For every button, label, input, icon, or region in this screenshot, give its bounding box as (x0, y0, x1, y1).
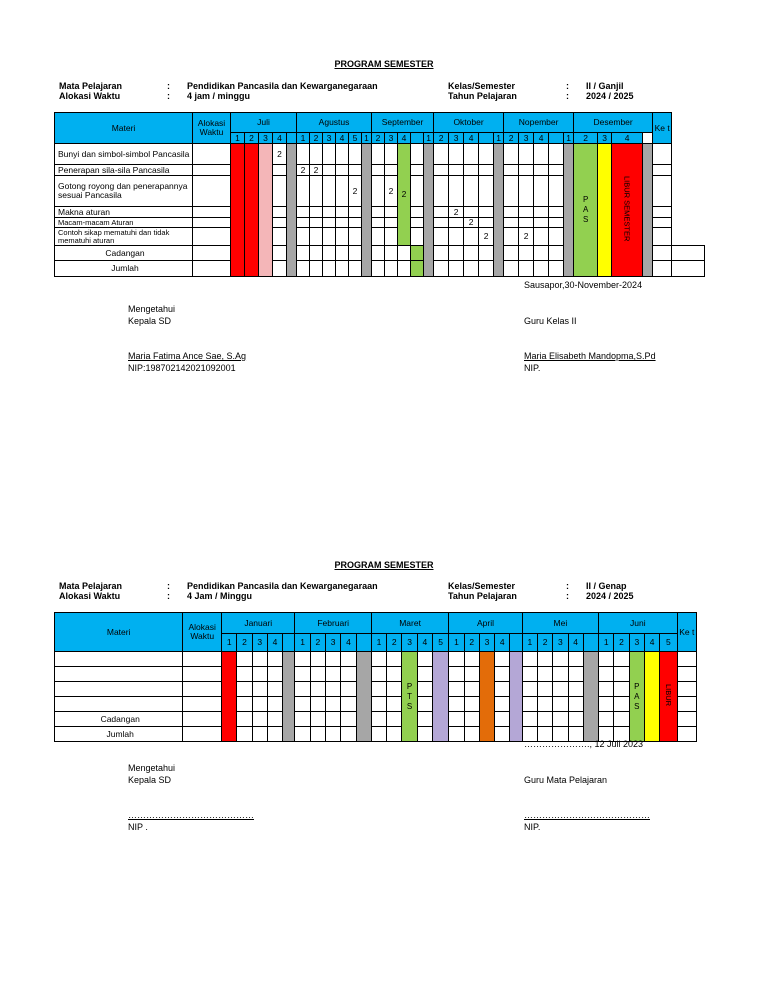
week-number: 2 (372, 133, 385, 144)
week-number: 1 (564, 133, 574, 144)
materi-cell: Contoh sikap mematuhi dan tidak mematuhi aturan (55, 228, 193, 246)
value-cell: 2 (479, 228, 494, 246)
colon: : (566, 81, 569, 91)
pas-letter: A (582, 205, 589, 214)
header-materi: Materi (55, 613, 183, 652)
value-alokasi-waktu: 4 Jam / Minggu (187, 591, 253, 601)
week-blank (510, 634, 522, 652)
week-number: 5 (433, 634, 449, 652)
colon: : (566, 591, 569, 601)
materi-cell: Penerapan sila-sila Pancasila (55, 165, 193, 176)
value-mata-pelajaran: Pendidikan Pancasila dan Kewarganegaraan (187, 581, 378, 591)
cadangan-cell: Cadangan (55, 712, 183, 727)
info-colons-left (167, 581, 170, 601)
value-cell: 2 (297, 165, 310, 176)
materi-cell (55, 652, 183, 667)
header-ket: Ke t (677, 613, 696, 652)
info-labels-right (448, 81, 517, 101)
week-number: 3 (449, 133, 464, 144)
month-agustus: Agustus (297, 113, 372, 133)
pas-letter: P (582, 195, 589, 204)
label-mata-pelajaran: Mata Pelajaran (59, 81, 123, 91)
month-desember: Desember (574, 113, 653, 133)
week-number: 1 (371, 634, 386, 652)
week-number: 4 (341, 634, 356, 652)
month-maret: Maret (371, 613, 448, 634)
jumlah-cell: Jumlah (55, 727, 183, 742)
label-kelas-semester: Kelas/Semester (448, 81, 516, 91)
week-number: 3 (402, 634, 417, 652)
week-number: 2 (245, 133, 259, 144)
week-number: 1 (231, 133, 245, 144)
header-materi: Materi (55, 113, 193, 144)
guru-nip: NIP. (524, 363, 541, 373)
week-number: 4 (336, 133, 349, 144)
kepala-nip: NIP:198702142021092001 (128, 363, 236, 373)
guru-label: Guru Kelas II (524, 316, 577, 326)
week-number: 1 (449, 634, 464, 652)
signature-date: …………………., 12 Juli 2023 (524, 739, 644, 749)
info-colons-right (566, 581, 569, 601)
week-blank (583, 634, 598, 652)
value-mata-pelajaran: Pendidikan Pancasila dan Kewarganegaraan (187, 81, 378, 91)
week-number: 2 (310, 133, 323, 144)
week-number: 2 (537, 634, 552, 652)
pts-letter: T (407, 691, 413, 701)
pas-letter: A (634, 691, 640, 701)
colon: : (167, 591, 170, 601)
signature-date: Sausapor,30-November-2024 (524, 280, 643, 290)
label-mata-pelajaran: Mata Pelajaran (59, 581, 123, 591)
kepala-sd-label: Kepala SD (128, 775, 172, 785)
week-number: 1 (362, 133, 372, 144)
value-cell: 2 (385, 176, 398, 207)
materi-cell (55, 697, 183, 712)
week-number: 3 (479, 634, 494, 652)
materi-cell: Gotong royong dan penerapannya sesuai Pancasila (55, 176, 193, 207)
value-cell: 2 (310, 165, 323, 176)
week-number: 1 (522, 634, 537, 652)
week-number: 3 (252, 634, 267, 652)
month-september: September (372, 113, 434, 133)
week-number: 2 (310, 634, 325, 652)
week-number: 4 (612, 133, 643, 144)
week-blank (287, 133, 297, 144)
info-values-left (187, 581, 378, 601)
value-kelas-semester: II / Ganjil (586, 81, 624, 91)
value-tahun-pelajaran: 2024 / 2025 (586, 591, 634, 601)
month-mei: Mei (522, 613, 598, 634)
week-blank (283, 634, 295, 652)
week-number: 3 (326, 634, 341, 652)
mengetahui-label: Mengetahui (128, 304, 176, 314)
week-number: 4 (495, 634, 510, 652)
mengetahui-label: Mengetahui (128, 763, 176, 773)
header-alokasi-waktu: Alokasi Waktu (193, 113, 231, 144)
week-blank (356, 634, 371, 652)
info-labels-right (448, 581, 517, 601)
info-values-right (586, 581, 634, 601)
label-kelas-semester: Kelas/Semester (448, 581, 516, 591)
info-labels-left (59, 581, 122, 601)
week-number: 2 (574, 133, 598, 144)
pas-letter: S (582, 215, 589, 224)
materi-cell: Bunyi dan simbol-simbol Pancasila (55, 144, 193, 165)
week-number: 1 (494, 133, 504, 144)
pas-letter: P (634, 681, 640, 691)
info-colons-right (566, 81, 569, 101)
month-juni: Juni (599, 613, 677, 634)
value-cell: 2 (349, 176, 362, 207)
week-number: 1 (297, 133, 310, 144)
week-number: 3 (553, 634, 568, 652)
month-nopember: Nopember (504, 113, 574, 133)
info-labels-left (59, 81, 122, 101)
libur-cell (660, 652, 677, 742)
week-number: 3 (259, 133, 273, 144)
header-ket: Ke t (653, 113, 672, 144)
week-blank (411, 133, 424, 144)
colon: : (566, 581, 569, 591)
month-juli: Juli (231, 113, 297, 133)
pas-letter: S (634, 701, 640, 711)
kepala-sd-label: Kepala SD (128, 316, 172, 326)
week-number: 5 (660, 634, 677, 652)
value-cell: 2 (273, 144, 287, 165)
libur-label: LIBUR (663, 684, 673, 707)
info-values-left (187, 81, 378, 101)
month-januari: Januari (222, 613, 295, 634)
colon: : (167, 581, 170, 591)
week-number: 4 (644, 634, 659, 652)
label-alokasi-waktu: Alokasi Waktu (59, 91, 121, 101)
colon: : (167, 81, 170, 91)
colon: : (566, 91, 569, 101)
kepala-nip: NIP . (128, 822, 148, 832)
week-number: 3 (629, 634, 644, 652)
week-number: 5 (349, 133, 362, 144)
value-cell: 2 (449, 207, 464, 218)
schedule-table-semester-1 (54, 112, 705, 277)
pas-cell (574, 144, 598, 277)
value-tahun-pelajaran: 2024 / 2025 (586, 91, 634, 101)
week-number: 2 (614, 634, 629, 652)
info-values-right (586, 81, 634, 101)
page-title-semester-2: PROGRAM SEMESTER (334, 560, 434, 570)
week-number: 4 (534, 133, 549, 144)
materi-cell: Makna aturan (55, 207, 193, 218)
value-cell: 2 (519, 228, 534, 246)
week-number: 3 (385, 133, 398, 144)
page-title-semester-1: PROGRAM SEMESTER (334, 59, 434, 69)
guru-name: Maria Elisabeth Mandopma,S.Pd (524, 351, 656, 361)
schedule-table-semester-2 (54, 612, 697, 742)
pts-letter: P (406, 681, 413, 691)
week-blank (479, 133, 494, 144)
jumlah-cell: Jumlah (55, 261, 193, 277)
kepala-name: Maria Fatima Ance Sae, S.Ag (128, 351, 247, 361)
pas-cell (629, 652, 644, 742)
materi-cell (55, 682, 183, 697)
guru-nip: NIP. (524, 822, 541, 832)
info-colons-left (167, 81, 170, 101)
september-value-cell: 2 (398, 144, 411, 246)
week-number: 1 (222, 634, 237, 652)
cadangan-cell: Cadangan (55, 246, 193, 261)
value-kelas-semester: II / Genap (586, 581, 627, 591)
week-number: 3 (519, 133, 534, 144)
week-number: 2 (504, 133, 519, 144)
week-number: 4 (273, 133, 287, 144)
guru-label: Guru Mata Pelajaran (524, 775, 608, 785)
label-tahun-pelajaran: Tahun Pelajaran (448, 91, 517, 101)
materi-cell (55, 667, 183, 682)
value-alokasi-waktu: 4 jam / minggu (187, 91, 251, 101)
label-tahun-pelajaran: Tahun Pelajaran (448, 591, 517, 601)
colon: : (167, 91, 170, 101)
week-number: 4 (267, 634, 282, 652)
month-april: April (449, 613, 522, 634)
libur-semester-cell (612, 144, 643, 277)
month-oktober: Oktober (434, 113, 504, 133)
week-blank (549, 133, 564, 144)
pts-letter: S (406, 701, 413, 711)
week-number: 4 (417, 634, 432, 652)
week-number: 4 (464, 133, 479, 144)
materi-cell: Macam-macam Aturan (55, 218, 193, 228)
month-februari: Februari (295, 613, 371, 634)
week-number: 2 (434, 133, 449, 144)
label-alokasi-waktu: Alokasi Waktu (59, 591, 121, 601)
week-number: 2 (237, 634, 252, 652)
guru-name: …………………………………… (524, 810, 650, 820)
week-number: 4 (398, 133, 411, 144)
kepala-name: …………………………………… (128, 810, 254, 820)
week-number: 3 (323, 133, 336, 144)
week-number: 1 (424, 133, 434, 144)
week-number: 3 (598, 133, 612, 144)
pts-cell (402, 652, 417, 742)
header-alokasi-waktu: Alokasi Waktu (183, 613, 222, 652)
week-number: 2 (464, 634, 479, 652)
week-number: 1 (295, 634, 310, 652)
week-number: 4 (568, 634, 583, 652)
value-cell: 2 (464, 218, 479, 228)
week-number: 1 (599, 634, 614, 652)
week-number: 2 (387, 634, 402, 652)
libur-semester-label: LIBUR SEMESTER (622, 176, 632, 242)
